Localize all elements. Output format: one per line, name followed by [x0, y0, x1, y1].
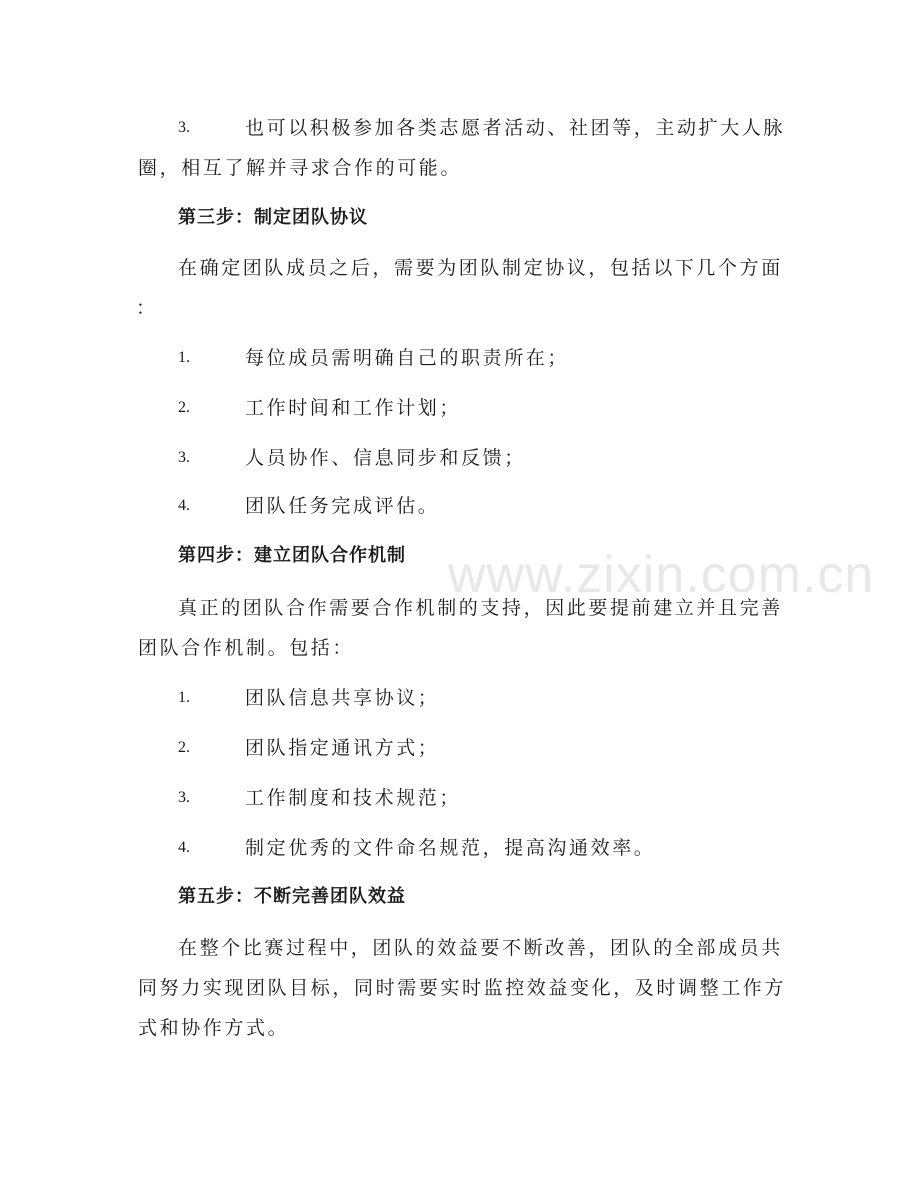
list-number: 4. — [178, 839, 190, 856]
list-item-text: 工作时间和工作计划； — [245, 397, 462, 419]
paragraph-line: 团队合作机制。包括： — [138, 637, 355, 659]
watermark: www.zixin.com.cn — [448, 546, 875, 604]
list-item-text-continued: 圈，相互了解并寻求合作的可能。 — [138, 157, 463, 179]
paragraph-line: 真正的团队合作需要合作机制的支持，因此要提前建立并且完善 — [178, 597, 783, 619]
list-item-text: 制定优秀的文件命名规范，提高沟通效率。 — [245, 837, 656, 859]
list-number: 3. — [178, 119, 190, 136]
list-item-text: 也可以积极参加各类志愿者活动、社团等，主动扩大人脉 — [245, 117, 786, 139]
paragraph-line: 在整个比赛过程中，团队的效益要不断改善，团队的全部成员共 — [178, 937, 783, 959]
list-number: 2. — [178, 739, 190, 756]
paragraph-line: 同努力实现团队目标，同时需要实时监控效益变化，及时调整工作方 — [138, 977, 787, 999]
list-number: 3. — [178, 789, 190, 806]
list-item-text: 团队信息共享协议； — [245, 687, 440, 709]
list-number: 4. — [178, 497, 190, 514]
section-heading-step4: 第四步：建立团队合作机制 — [178, 545, 406, 566]
list-item-text: 每位成员需明确自己的职责所在； — [245, 347, 570, 369]
list-item-text: 工作制度和技术规范； — [245, 787, 462, 809]
list-number: 1. — [178, 349, 190, 366]
list-number: 2. — [178, 399, 190, 416]
list-number: 3. — [178, 449, 190, 466]
paragraph-line: 式和协作方式。 — [138, 1017, 290, 1039]
list-item-text: 团队指定通讯方式； — [245, 737, 440, 759]
list-item-text: 团队任务完成评估。 — [245, 495, 440, 517]
paragraph-line: 在确定团队成员之后，需要为团队制定协议，包括以下几个方面 — [178, 257, 783, 279]
list-number: 1. — [178, 689, 190, 706]
section-heading-step3: 第三步：制定团队协议 — [178, 207, 368, 228]
paragraph-line: ： — [136, 297, 158, 319]
list-item-text: 人员协作、信息同步和反馈； — [245, 447, 526, 469]
section-heading-step5: 第五步：不断完善团队效益 — [178, 886, 406, 907]
